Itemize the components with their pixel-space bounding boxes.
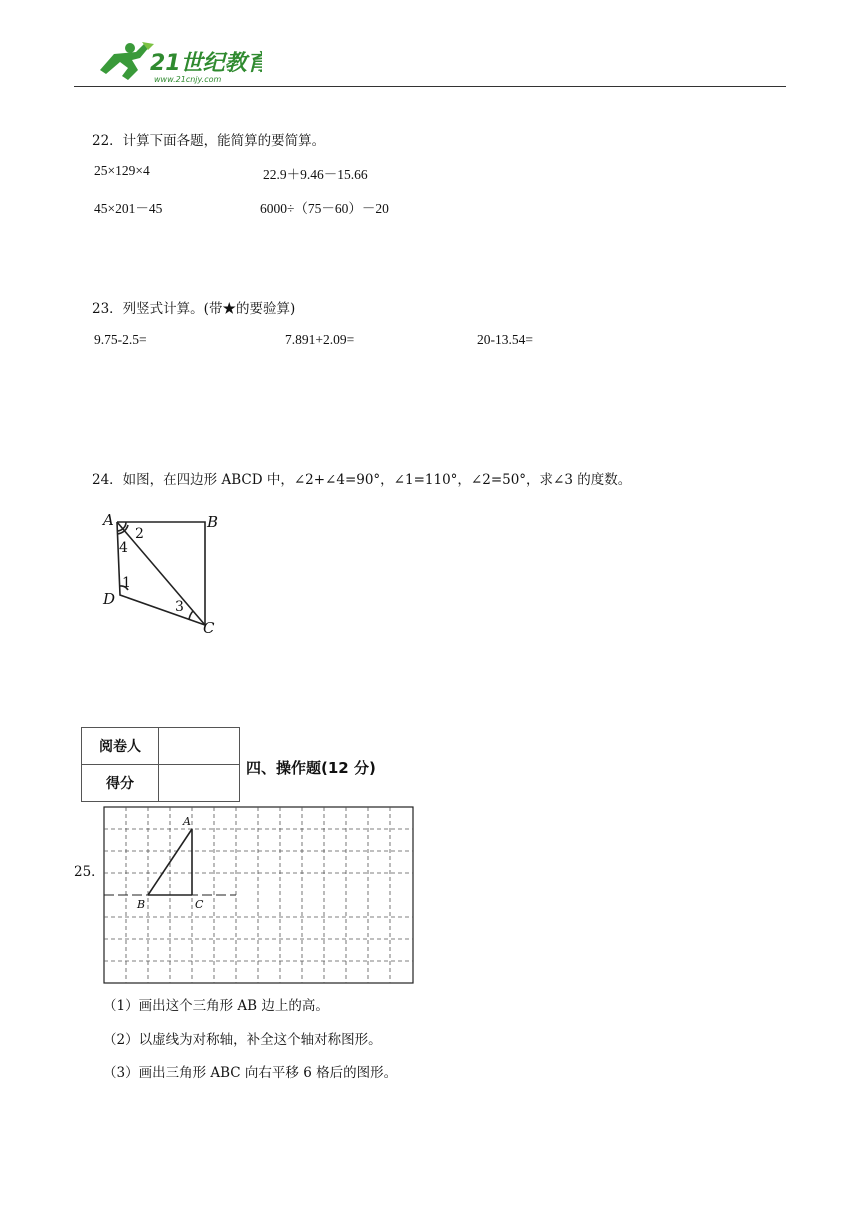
q23-item-3: 20-13.54= [477,332,533,347]
angle-label-1: 1 [122,575,131,591]
score-table [81,727,240,802]
score-cell[interactable] [159,765,240,802]
q23-item-1: 9.75-2.5= [94,332,147,347]
grid-label-C: C [195,898,204,911]
q22-item-4: 6000÷（75－60）－20 [260,201,389,216]
label-C: C [203,619,215,637]
q24-title: 24．如图，在四边形 ABCD 中，∠2+∠4=90°，∠1=110°，∠2=50°，求∠3 的度数。 [92,472,632,488]
section-title: 四、操作题(12 分) [246,759,376,777]
label-D: D [103,590,116,608]
logo-text: 21世纪教育 [150,51,262,76]
q23-item-2: 7.891+2.09= [285,332,355,347]
score-label: 得分 [82,765,159,802]
logo-url: www.21cnjy.com [154,75,222,84]
q22-title: 22．计算下面各题，能简算的要简算。 [92,133,326,149]
q22-item-2: 22.9＋9.46－15.66 [263,167,368,182]
q25-sub-2: （2）以虚线为对称轴，补全这个轴对称图形。 [103,1032,382,1048]
reviewer-label: 阅卷人 [82,728,159,765]
q25-sub-3: （3）画出三角形 ABC 向右平移 6 格后的图形。 [103,1065,398,1081]
runner-logo-icon [92,40,262,88]
angle-label-4: 4 [119,540,128,556]
site-logo [92,40,262,88]
q25-number: 25． [74,864,105,880]
quadrilateral-figure [95,505,235,640]
grid-label-A: A [183,815,191,828]
label-A: A [103,511,114,529]
q22-item-3: 45×201－45 [94,201,163,216]
q23-title: 23．列竖式计算。(带★的要验算) [92,301,296,317]
angle-label-3: 3 [175,599,184,615]
grid-figure [103,806,414,984]
angle-label-2: 2 [135,526,144,542]
header-rule [74,86,786,87]
grid-label-B: B [137,898,146,911]
q25-sub-1: （1）画出这个三角形 AB 边上的高。 [103,998,329,1014]
q22-item-1: 25×129×4 [94,163,150,178]
label-B: B [207,513,219,531]
reviewer-cell[interactable] [159,728,240,765]
